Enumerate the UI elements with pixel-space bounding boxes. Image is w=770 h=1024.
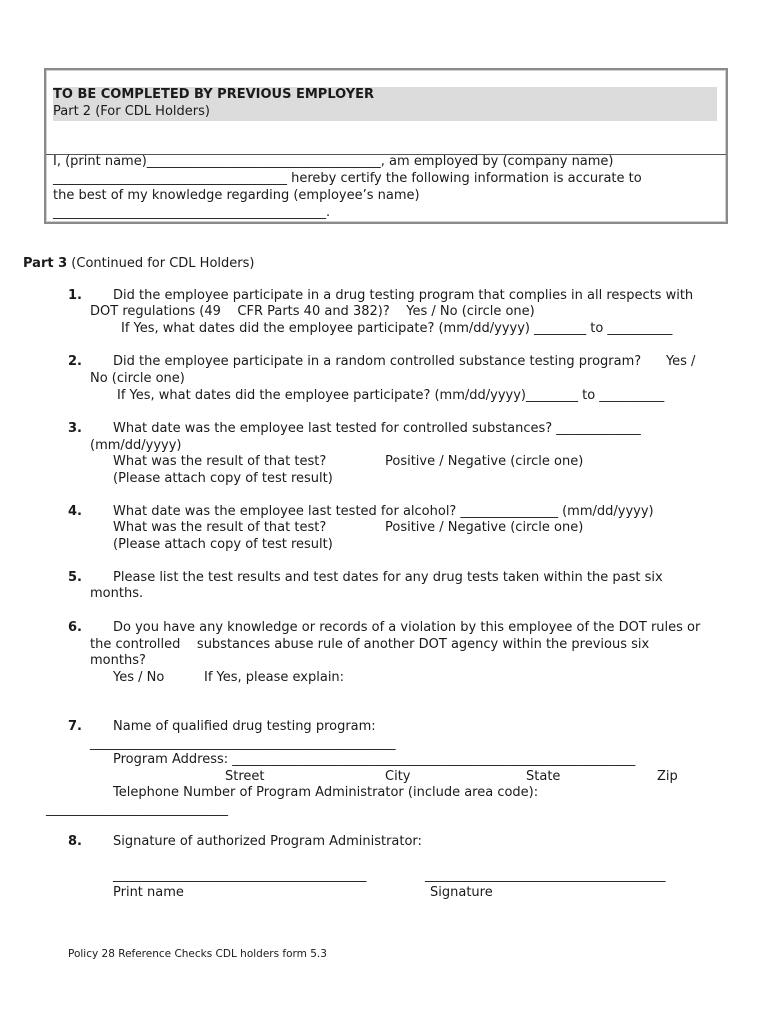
q4-number: 4. — [68, 504, 82, 519]
certify-line-4: __________________________________________. — [53, 205, 331, 220]
q6-yes-no: Yes / No — [113, 670, 165, 685]
certify-line-3: the best of my knowledge regarding (employee’s name) — [53, 188, 420, 203]
q7-city-label: City — [385, 769, 411, 784]
q1-line3: If Yes, what dates did the employee participate? (mm/dd/yyyy) ________ to __________ — [121, 321, 673, 336]
q2-line1: Did the employee participate in a random controlled substance testing program? Yes / — [113, 354, 696, 369]
q3-line2: (mm/dd/yyyy) — [90, 438, 182, 453]
q4-line1: What date was the employee last tested for alcohol? _______________ (mm/dd/yyyy) — [113, 504, 654, 519]
q7-state-label: State — [526, 769, 561, 784]
part3-heading — [23, 255, 254, 272]
q5-number: 5. — [68, 570, 82, 585]
q6-line3: months? — [90, 653, 146, 668]
box-subheading: Part 2 (For CDL Holders) — [53, 104, 210, 119]
q4-result-options: Positive / Negative (circle one) — [385, 520, 584, 535]
q8-signature-line: _____________________________________ — [425, 868, 666, 883]
q3-result-question: What was the result of that test? — [113, 454, 327, 469]
q5-line2: months. — [90, 586, 144, 601]
q8-print-name-line: _______________________________________ — [113, 868, 367, 883]
q8-number: 8. — [68, 834, 82, 849]
q2-line3: If Yes, what dates did the employee participate? (mm/dd/yyyy)________ to __________ — [117, 388, 665, 403]
q7-program-name-line: _______________________________________________ — [90, 736, 396, 751]
q1-number: 1. — [68, 288, 82, 303]
q7-zip-label: Zip — [657, 769, 678, 784]
q2-number: 2. — [68, 354, 82, 369]
q3-line1: What date was the employee last tested for controlled substances? _____________ — [113, 421, 641, 436]
q7-number: 7. — [68, 719, 82, 734]
q8-line1: Signature of authorized Program Administrator: — [113, 834, 422, 849]
q6-line2: the controlled substances abuse rule of another DOT agency within the previous six — [90, 637, 650, 652]
q7-line1: Name of qualified drug testing program: — [113, 719, 376, 734]
q8-signature-label: Signature — [430, 885, 493, 900]
q3-attach-note: (Please attach copy of test result) — [113, 471, 333, 486]
part3-subtitle: (Continued for CDL Holders) — [67, 256, 255, 271]
part3-title: Part 3 — [23, 256, 68, 271]
footer-form-id: Policy 28 Reference Checks CDL holders form 5.3 — [68, 948, 327, 960]
q8-print-name-label: Print name — [113, 885, 184, 900]
q2-line2: No (circle one) — [90, 371, 185, 386]
certify-line-1: I, (print name)____________________________________, am employed by (company name) — [53, 154, 614, 169]
certify-line-2: ____________________________________ hereby certify the following information is accurate to — [53, 171, 642, 186]
box-heading: TO BE COMPLETED BY PREVIOUS EMPLOYER — [53, 87, 375, 102]
q1-line1: Did the employee participate in a drug testing program that complies in all respects with — [113, 288, 694, 303]
q7-phone-label: Telephone Number of Program Administrator (include area code): — [113, 785, 539, 800]
q6-explain-prompt: If Yes, please explain: — [204, 670, 345, 685]
q5-line1: Please list the test results and test dates for any drug tests taken within the past six — [113, 570, 663, 585]
q7-street-label: Street — [225, 769, 265, 784]
q3-result-options: Positive / Negative (circle one) — [385, 454, 584, 469]
q7-phone-line: ____________________________ — [46, 802, 228, 817]
q4-result-question: What was the result of that test? — [113, 520, 327, 535]
q7-address-line: Program Address: ______________________________________________________________ — [113, 752, 636, 767]
q1-line2: DOT regulations (49 CFR Parts 40 and 382)? Yes / No (circle one) — [90, 304, 535, 319]
q3-number: 3. — [68, 421, 82, 436]
q6-number: 6. — [68, 620, 82, 635]
q6-line1: Do you have any knowledge or records of a violation by this employee of the DOT rules or — [113, 620, 701, 635]
q4-attach-note: (Please attach copy of test result) — [113, 537, 333, 552]
